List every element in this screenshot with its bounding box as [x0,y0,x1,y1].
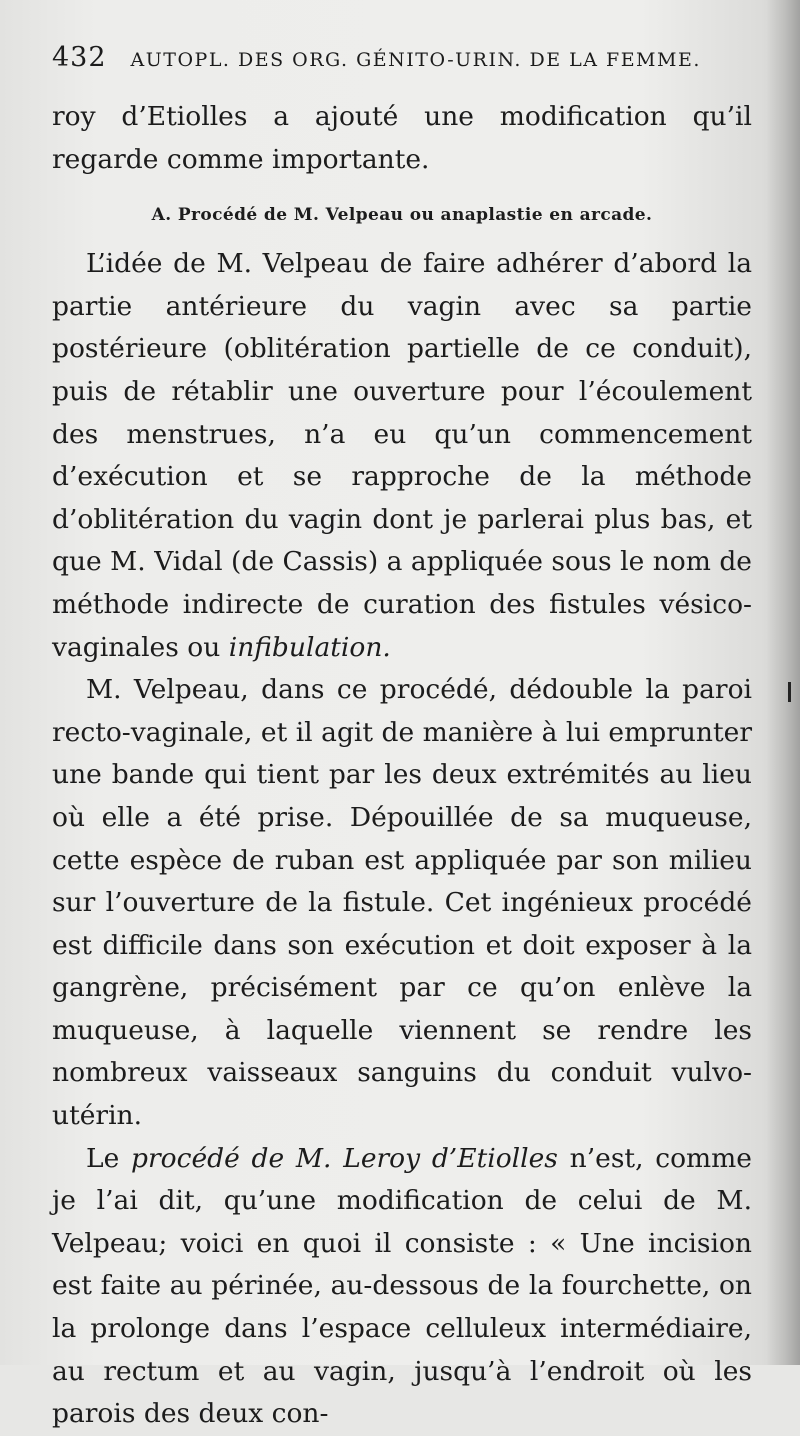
continuation-paragraph: roy d’Etiolles a ajouté une modification qu’il regarde comme importante. [52,101,752,175]
section-heading: A. Procédé de M. Velpeau ou anaplastie en arcade. [151,205,653,226]
paragraph-3 [52,1138,752,1436]
paragraph-2: M. Velpeau, dans ce procédé, dédouble la paroi recto-vaginale, et il agit de manière à lui emprunter une bande qui tient par les deux extrémités au lieu où elle a été prise. Dépouillée de sa muqueuse, cette espèce de ruban est appliquée par son milieu sur l’ouverture de la fistule. Cet ingénieux procédé est difficile dans son exécution et doit exposer à la gangrène, précisément par ce qu’on enlève la muqueuse, à laquelle viennent se rendre les nombreux vaisseaux sanguins du conduit vulvo-utérin. [52,674,752,1132]
running-head [52,42,752,73]
page-shadow-edge [766,0,800,1365]
infibulation-term: infibulation. [228,631,391,663]
paragraph-3-start: Le [86,1142,120,1174]
body-text [52,96,752,1436]
paragraph-3-text: n’est, comme je l’ai dit, qu’une modification de celui de M. Velpeau; voici en quoi il consiste : « Une incision est faite au périnée, au-dessous de la fourchette, on la prolonge dans l’espace celluleux intermédiaire, au rectum et au vagin, jusqu’à l’endroit où les parois des deux con- [52,1142,752,1430]
paragraph-1-text: L’idée de M. Velpeau de faire adhérer d’abord la partie antérieure du vagin avec sa partie postérieure (oblitération partielle de ce conduit), puis de rétablir une ouverture pour l’écoulement des menstrues, n’a eu qu’un commencement d’exécution et se rapproche de la méthode d’oblitération du vagin dont je parlerai plus bas, et que M. Vidal (de Cassis) a appliquée sous le nom de méthode indirecte de curation des fistules vésico-vaginales ou [52,248,752,663]
page-number: 432 [52,42,107,73]
margin-mark [788,682,791,702]
paragraph-1 [52,243,752,669]
leroy-procedure-term: procédé de M. Leroy d’Etiolles [131,1142,558,1174]
running-title: AUTOPL. DES ORG. GÉNITO-URIN. DE LA FEMME. [130,49,701,71]
